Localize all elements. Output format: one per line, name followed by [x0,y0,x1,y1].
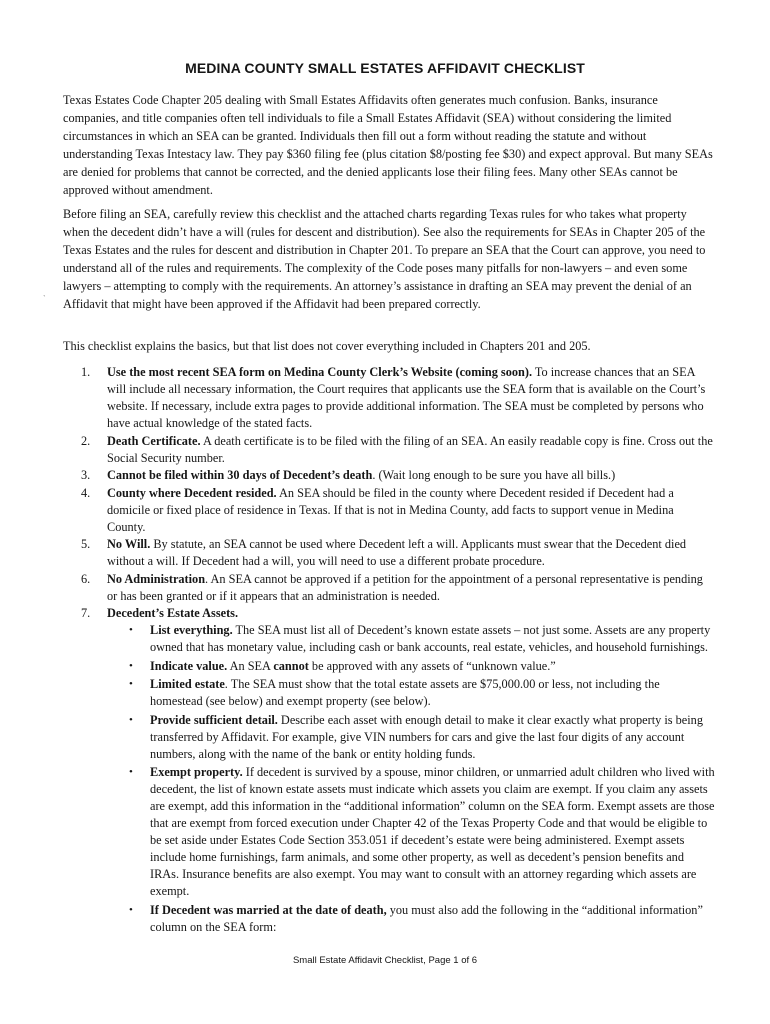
item-heading: County where Decedent resided. [107,485,277,500]
bullet: • [129,903,133,916]
list-item [63,485,715,536]
list-item [63,433,715,467]
sub-text-2: be approved with any assets of “unknown value.” [308,658,556,673]
intro-paragraph-2: Before filing an SEA, carefully review this checklist and the attached charts regarding Texas rules for who takes what property when the decedent didn’t have a will (rules for descent and distribution). See also the requirements for SEAs in Chapter 205 of the Texas Estates and the rules for descent and distribution in Chapter 201. To prepare an SEA that the Court can approve, you need to understand all of the rules and requirements. The complexity of the Code poses many pitfalls for non-lawyers – and even some lawyers – attempting to comply with the requirements. An attorney’s assistance in drafting an SEA may prevent the denial of an Affidavit that might have been approved if the Affidavit had been prepared correctly. [63,207,706,311]
item-number: 7. [81,606,91,620]
checklist [63,364,715,937]
sub-heading: Exempt property. [150,765,243,779]
item-text: By statute, an SEA cannot be used where Decedent left a will. Applicants must swear that the Decedent died without a will. If Decedent had a will, you will need to use a different probate procedure. [107,537,687,568]
list-item [63,536,715,570]
list-item [63,364,715,432]
sub-heading: Provide sufficient detail. [150,712,278,727]
item-heading: Decedent’s Estate Assets. [107,606,239,620]
item-heading: Death Certificate. [107,433,201,448]
bullet: • [129,659,133,672]
sub-item [107,902,715,936]
sub-emphasis: cannot [273,658,309,673]
sub-heading: Limited estate [150,677,225,691]
sub-item [107,622,715,656]
list-item [63,605,715,936]
item-text: . (Wait long enough to be sure you have all bills.) [372,468,616,482]
item-number: 6. [81,571,91,586]
list-item [63,467,715,484]
intro-paragraph-3: This checklist explains the basics, but that list does not cover everything included in Chapters 201 and 205. [63,339,591,353]
sub-heading: List everything. [150,623,233,637]
sub-heading: If Decedent was married at the date of death, [150,902,387,917]
item-heading: No Will. [107,537,151,551]
bullet: • [129,713,133,726]
item-text: An SEA should be filed in the county where Decedent resided if Decedent had a domicile or fixed place of residence in Texas. If that is not in Medina County, add facts to support venue in Medina County. [107,485,674,534]
item-heading: Cannot be filed within 30 days of Decedent’s death [107,468,373,482]
page-footer: Small Estate Affidavit Checklist, Page 1 of 6 [292,955,478,966]
sub-text: The SEA must list all of Decedent’s known estate assets – not just some. Assets are any property owned that has monetary value, including cash or bank accounts, real estate, vehicles, and household furnishings. [150,623,711,654]
sub-heading: Indicate value. [150,658,228,673]
asset-sublist [107,622,715,936]
item-number: 4. [81,485,91,500]
sub-text: . The SEA must show that the total estate assets are $75,000.00 or less, not including the homestead (see below) and exempt property (see below). [150,677,660,708]
scan-mark: ` [43,294,46,303]
item-number: 5. [81,537,91,551]
sub-text: If decedent is survived by a spouse, minor children, or unmarried adult children who lived with decedent, the list of known estate assets must indicate which assets you claim are exempt. If you claim any assets are exempt, add this information in the “additional information” column on the SEA form. Exempt assets are those that are exempt from forced execution under Chapter 42 of the Texas Property Code and that would be eligible to be set aside under Estates Code Section 353.051 if decedent’s estate were being administered. Exempt assets include home furnishings, farm animals, and some other property, as well as decedent’s pension benefits and IRAs. Insurance benefits are also exempt. You may want to consult with an attorney regarding which assets are exempt. [150,765,715,898]
sub-text: An SEA [227,658,274,673]
page-title: MEDINA COUNTY SMALL ESTATES AFFIDAVIT CHECKLIST [185,60,585,76]
item-text: To increase chances that an SEA will include all necessary information, the Court requires that applicants use the SEA form that is available on the Court’s website. If necessary, include extra pages to provide additional information. The SEA must be completed by persons who have actual knowledge of the stated facts. [107,365,706,430]
intro-paragraph-1: Texas Estates Code Chapter 205 dealing with Small Estates Affidavits often generates much confusion. Banks, insurance companies, and title companies often tell individuals to file a Small Estates Affidavit (SEA) without considering the limited circumstances in which an SEA can be granted. Individuals then fill out a form without reading the statute and without understanding Texas Intestacy law. They pay $360 filing fee (plus citation $8/posting fee $30) and expect approval. But many SEAs are denied for problems that cannot be corrected, and the denied applicants lose their filing fees. Many other SEAs cannot be approved without amendment. [63,93,713,197]
item-number: 2. [81,433,91,448]
bullet: • [129,766,133,778]
bullet: • [129,678,133,690]
sub-item [107,676,715,710]
bullet: • [129,624,133,636]
item-heading: No Administration [107,571,206,586]
sub-text: you must also add the following in the “additional information” column on the SEA form: [150,902,703,934]
sub-text: Describe each asset with enough detail to make it clear exactly what property is being transferred by Affidavit. For example, give VIN numbers for cars and give the last four digits of any account numbers, along with the name of the bank or entity holding funds. [150,712,703,761]
item-text: . An SEA cannot be approved if a petition for the appointment of a personal representative is pending or has been granted or if it appears that an administration is needed. [107,571,703,603]
item-number: 3. [81,468,91,482]
item-number: 1. [81,365,91,379]
sub-item [107,658,715,675]
item-text: A death certificate is to be filed with the filing of an SEA. An easily readable copy is fine. Cross out the Social Security number. [107,433,713,465]
item-heading: Use the most recent SEA form on Medina County Clerk’s Website (coming soon). [107,365,533,379]
sub-item [107,764,715,900]
list-item [63,571,715,605]
sub-item [107,712,715,763]
